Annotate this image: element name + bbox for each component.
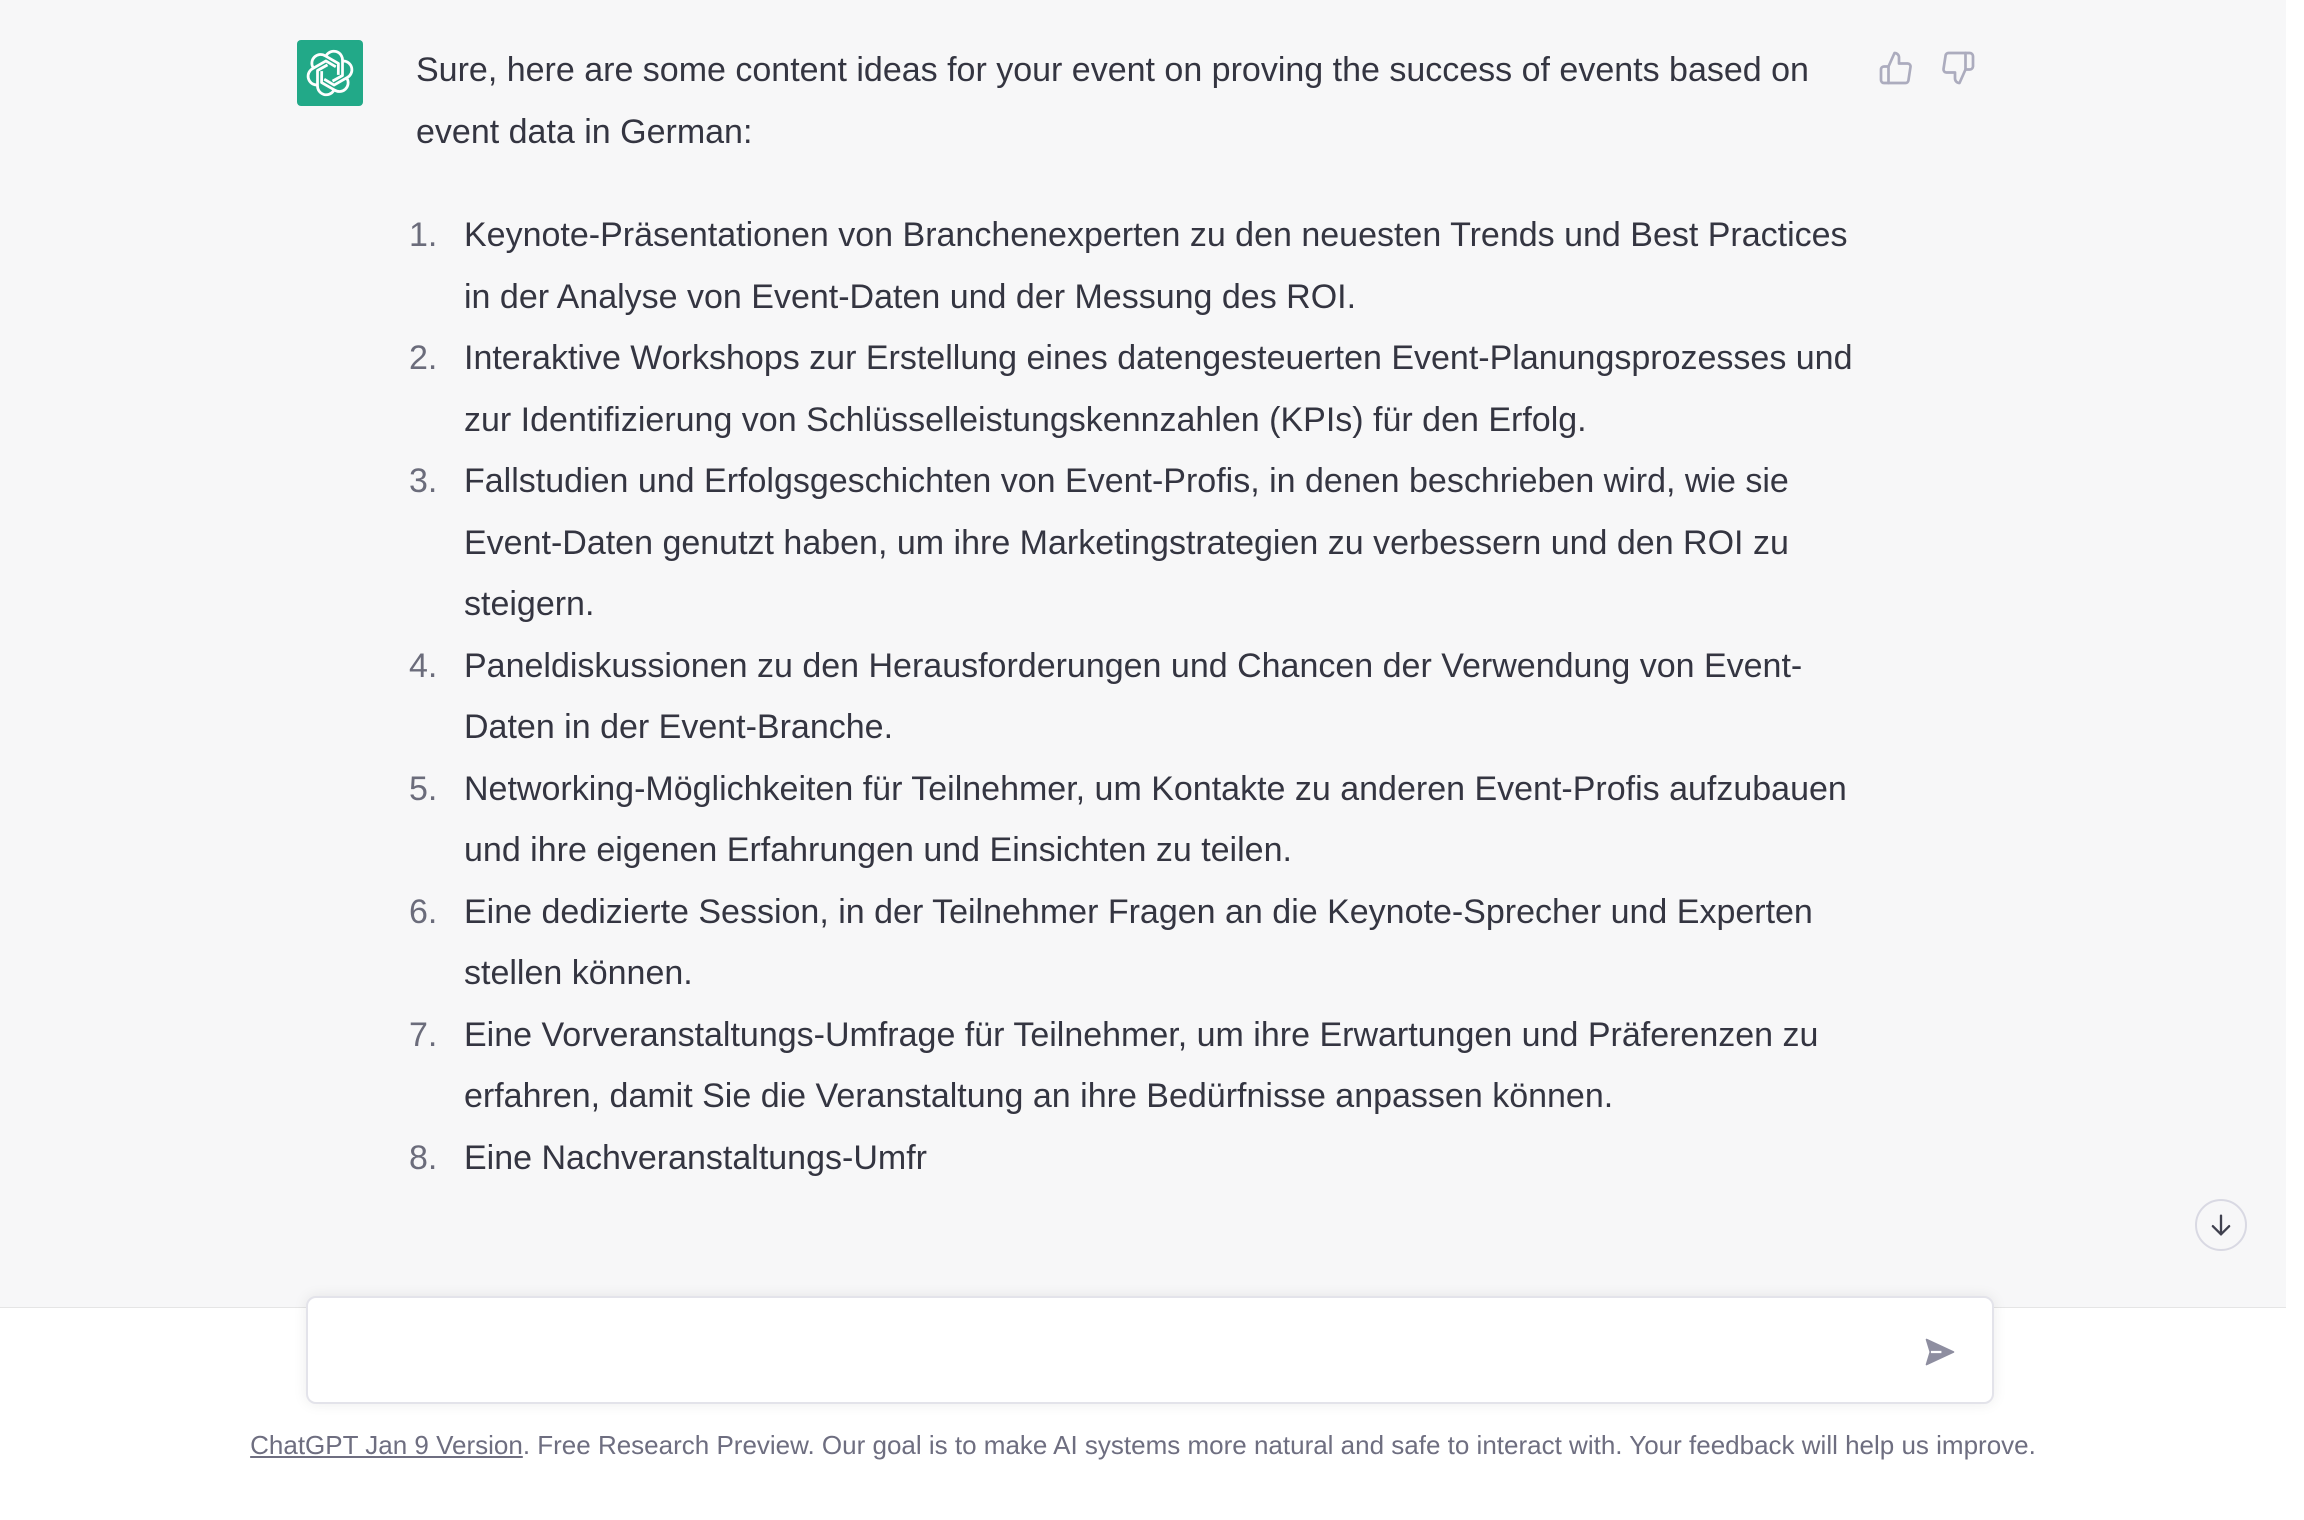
thumbs-up-icon bbox=[1878, 50, 1914, 86]
message-intro: Sure, here are some content ideas for your event on proving the success of events based on event data in German: bbox=[416, 51, 1809, 151]
list-item bbox=[409, 1128, 1856, 1190]
disclaimer-text: . Free Research Preview. Our goal is to make AI systems more natural and safe to interact with. Your feedback will help us improve. bbox=[522, 1430, 2036, 1460]
list-item-text: Keynote-Präsentationen von Branchenexperten zu den neuesten Trends und Best Practices in der Analyse von Event-Daten und der Messung des ROI. bbox=[464, 216, 1848, 316]
message-input[interactable] bbox=[338, 1330, 1882, 1378]
list-item bbox=[409, 759, 1856, 882]
list-item-text: Eine dedizierte Session, in der Teilnehmer Fragen an die Keynote-Sprecher und Experten stellen können. bbox=[464, 892, 1813, 992]
thumbs-down-button[interactable] bbox=[1936, 46, 1980, 90]
scroll-to-bottom-button[interactable] bbox=[2195, 1199, 2247, 1251]
list-item-text: Interaktive Workshops zur Erstellung eines datengesteuerten Event-Planungsprozesses und zur Identifizierung von Schlüsselleistungskennzahlen (KPIs) für den Erfolg. bbox=[464, 339, 1853, 439]
footer-disclaimer bbox=[0, 1430, 2286, 1461]
message-composer[interactable] bbox=[306, 1296, 1994, 1404]
list-item bbox=[409, 328, 1856, 451]
list-number: 6. bbox=[409, 892, 438, 931]
list-number: 7. bbox=[409, 1015, 438, 1054]
assistant-message bbox=[409, 40, 1856, 1189]
list-number: 5. bbox=[409, 769, 438, 808]
arrow-down-icon bbox=[2207, 1211, 2235, 1239]
list-item bbox=[409, 1005, 1856, 1128]
send-icon bbox=[1923, 1335, 1957, 1369]
list-item-text: Paneldiskussionen zu den Herausforderungen und Chancen der Verwendung von Event-Daten in der Event-Branche. bbox=[464, 646, 1803, 746]
list-number: 4. bbox=[409, 646, 438, 685]
scrollbar-edge bbox=[2286, 0, 2304, 1520]
list-item bbox=[409, 882, 1856, 1005]
list-item-text: Eine Vorveranstaltungs-Umfrage für Teilnehmer, um ihre Erwartungen und Präferenzen zu erfahren, damit Sie die Veranstaltung an ihre Bedürfnisse anpassen können. bbox=[464, 1015, 1819, 1115]
send-button[interactable] bbox=[1918, 1330, 1962, 1374]
list-number: 3. bbox=[409, 462, 438, 500]
list-item bbox=[409, 451, 1856, 636]
openai-logo-icon bbox=[305, 48, 355, 98]
list-item-text: Networking-Möglichkeiten für Teilnehmer, um Kontakte zu anderen Event-Profis aufzubauen und ihre eigenen Erfahrungen und Einsichten zu teilen. bbox=[464, 769, 1847, 869]
version-link[interactable]: ChatGPT Jan 9 Version bbox=[250, 1430, 523, 1460]
thumbs-down-icon bbox=[1940, 50, 1976, 86]
list-number: 8. bbox=[409, 1138, 438, 1177]
list-number: 1. bbox=[409, 216, 438, 254]
assistant-avatar bbox=[297, 40, 363, 106]
content-ideas-list bbox=[409, 205, 1856, 1189]
list-item-text: Fallstudien und Erfolgsgeschichten von Event-Profis, in denen beschrieben wird, wie sie Event-Daten genutzt haben, um ihre Marketingstrategien zu verbessern und den ROI zu steigern. bbox=[464, 462, 1789, 623]
list-item bbox=[409, 205, 1856, 328]
thumbs-up-button[interactable] bbox=[1874, 46, 1918, 90]
list-number: 2. bbox=[409, 339, 438, 377]
list-item bbox=[409, 636, 1856, 759]
list-item-text: Eine Nachveranstaltungs-Umfr bbox=[464, 1138, 927, 1177]
